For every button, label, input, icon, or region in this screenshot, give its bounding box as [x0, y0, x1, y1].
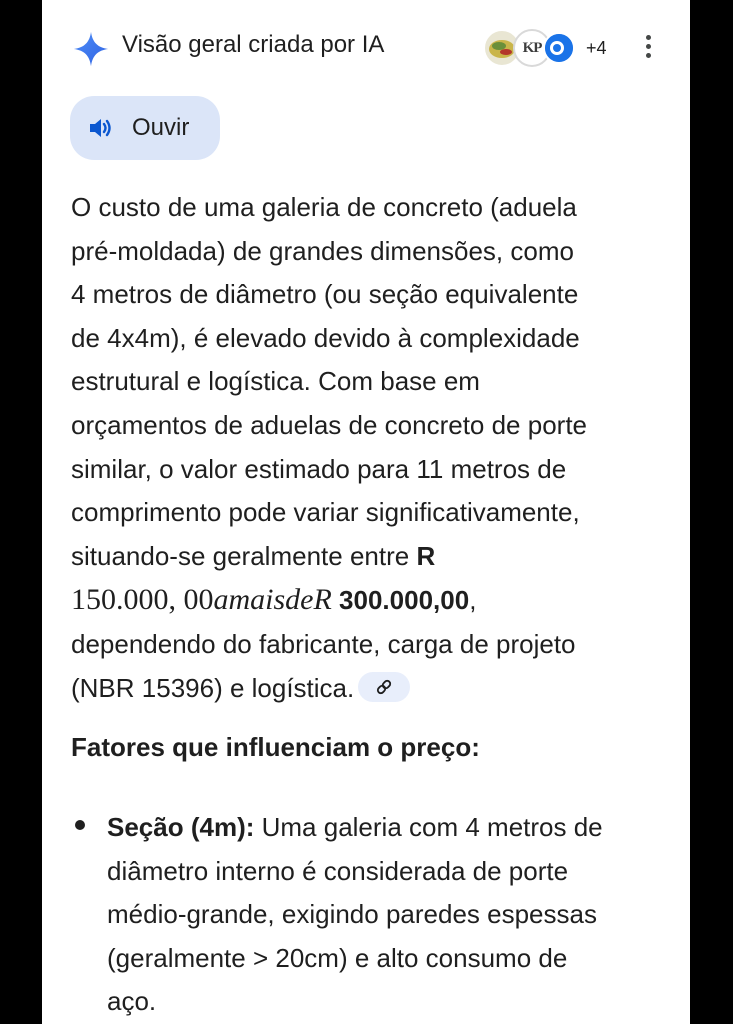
listen-button[interactable] — [70, 96, 220, 160]
paragraph-line: de 4x4m), é elevado devido à complexidade — [71, 322, 580, 353]
paragraph-line: 4 metros de diâmetro (ou seção equivalente — [71, 279, 579, 310]
source-link-button[interactable] — [358, 672, 410, 702]
ai-overview-card — [42, 0, 690, 1024]
math-italic: amaisdeR — [213, 583, 332, 617]
listen-label: Ouvir — [132, 114, 190, 141]
overview-header — [42, 0, 690, 96]
bullet-line-text: Uma galeria com 4 metros de — [254, 812, 603, 842]
overview-title: Visão geral criada por IA — [122, 31, 385, 58]
math-render — [71, 583, 332, 616]
paragraph-line: orçamentos de aduelas de concreto de porte — [71, 409, 588, 440]
paragraph-line: comprimento pode variar significativamente, — [71, 497, 580, 528]
paragraph-line: pré-moldada) de grandes dimensões, como — [71, 235, 574, 266]
bullet-line — [107, 806, 677, 850]
bullet-line: diâmetro interno é considerada de porte — [107, 855, 569, 886]
source-avatar-kp[interactable]: KP — [513, 29, 551, 67]
sparkle-icon — [72, 30, 110, 68]
bullet-text — [107, 806, 677, 1024]
bullet-line: médio-grande, exigindo paredes espessas — [107, 899, 597, 930]
section-heading: Fatores que influenciam o preço: — [71, 732, 480, 762]
paragraph-line: similar, o valor estimado para 11 metros de — [71, 453, 567, 484]
paragraph-line — [71, 667, 671, 711]
bullet-dot — [75, 820, 85, 830]
more-sources-count[interactable]: +4 — [586, 38, 607, 58]
bullet-line: aço. — [107, 986, 157, 1017]
paragraph-line: O custo de uma galeria de concreto (aduela — [71, 192, 577, 222]
currency-symbol: R — [416, 540, 436, 571]
paragraph-line: estrutural e logística. Com base em — [71, 366, 480, 397]
link-icon — [375, 678, 393, 696]
paragraph-line-math — [71, 578, 671, 623]
paragraph-line — [71, 535, 671, 579]
overview-paragraph — [71, 186, 671, 710]
price-upper: 300.000,00 — [331, 585, 470, 616]
bullet-label: Seção (4m): — [107, 812, 255, 842]
speaker-icon — [88, 116, 114, 140]
paragraph-text: situando-se geralmente entre — [71, 540, 417, 571]
paragraph-text: (NBR 15396) e logística. — [71, 672, 355, 703]
bullet-line: (geralmente > 20cm) e alto consumo de — [107, 942, 568, 973]
paragraph-line: dependendo do fabricante, carga de projeto — [71, 628, 576, 659]
math-number: 150.000, 00 — [71, 583, 214, 617]
more-options-icon[interactable] — [636, 32, 660, 66]
source-avatars[interactable] — [483, 29, 583, 67]
paragraph-text: , — [469, 585, 477, 616]
source-avatar-blue[interactable] — [543, 32, 575, 64]
